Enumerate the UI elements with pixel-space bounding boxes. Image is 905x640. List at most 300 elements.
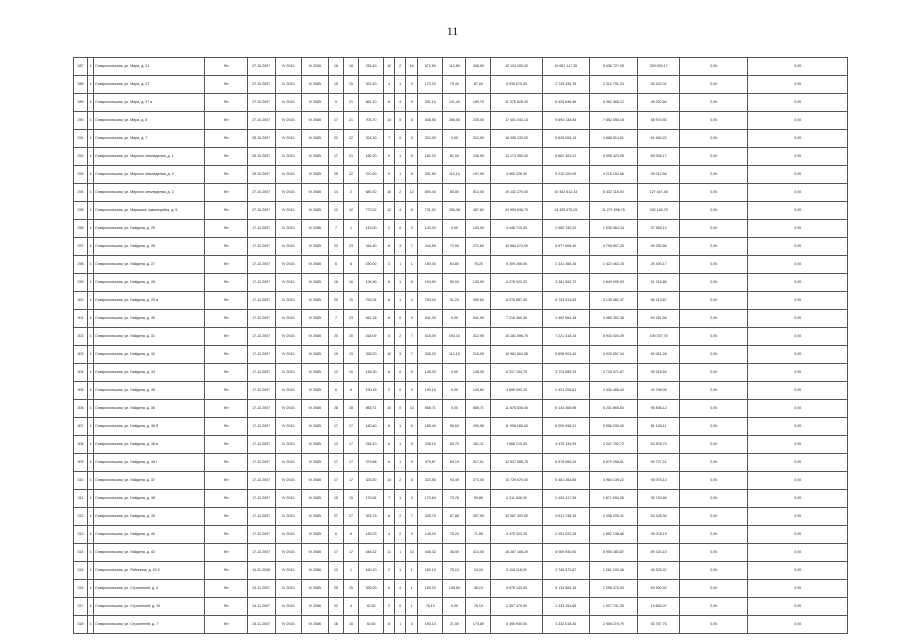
cell-area-c: 174,80 xyxy=(466,616,491,634)
cell-date-a: 27.10.2007 xyxy=(247,58,275,76)
cell-units-total: 3 xyxy=(384,256,395,274)
cell-count-a: 27 xyxy=(328,508,343,526)
cell-units-a: 1 xyxy=(395,148,406,166)
cell-ownership-form: Фл xyxy=(205,256,247,274)
cell-amount-total: 13 173 350,00 xyxy=(491,148,542,166)
cell-units-a: 1 xyxy=(395,292,406,310)
cell-area-total: 783,40 xyxy=(359,58,384,76)
cell-amount-a: 3 723 680,23 xyxy=(542,364,589,382)
cell-area-total: 145,03 xyxy=(359,526,384,544)
cell-area-total: 793,04 xyxy=(359,292,384,310)
cell-area-a: 150,00 xyxy=(418,256,443,274)
cell-count-b: 42 xyxy=(343,202,358,220)
cell-district-code: 1 xyxy=(88,490,94,508)
cell-row-number: 291 xyxy=(74,130,88,148)
cell-value-b: 0,00 xyxy=(748,184,848,202)
cell-address: Ставропольская, ул. Найдена, д. 30 xyxy=(94,310,205,328)
cell-value-a: 0,00 xyxy=(680,220,748,238)
cell-ownership-form: Фл xyxy=(205,580,247,598)
cell-units-b: 6 xyxy=(406,166,418,184)
cell-amount-c: 63 876,70 xyxy=(638,436,680,454)
cell-units-b: 2 xyxy=(406,220,418,238)
cell-value-b: 0,00 xyxy=(748,526,848,544)
cell-value-b: 0,00 xyxy=(748,220,848,238)
cell-period-end: IV 2085 xyxy=(301,382,328,400)
cell-area-b: 81,00 xyxy=(443,148,466,166)
cell-amount-a: 2 341 465,18 xyxy=(542,256,589,274)
cell-amount-a: 4 475 134,99 xyxy=(542,436,589,454)
cell-ownership-form: Фл xyxy=(205,364,247,382)
cell-amount-total: 10 729 670,00 xyxy=(491,472,542,490)
cell-amount-total: 10 124 000,00 xyxy=(491,58,542,76)
cell-amount-total: 19 142 270,00 xyxy=(491,184,542,202)
cell-ownership-form: Фл xyxy=(205,490,247,508)
cell-count-a: 17 xyxy=(328,148,343,166)
cell-amount-b: 5 943 430,39 xyxy=(589,328,637,346)
cell-units-a: 3 xyxy=(395,238,406,256)
cell-address: Ставропольская, ул. Найдена, д. 34 xyxy=(94,364,205,382)
cell-amount-b: 4 795 807,25 xyxy=(589,238,637,256)
cell-period-end: IV 2085 xyxy=(301,580,328,598)
cell-count-b: 15 xyxy=(343,76,358,94)
table-row xyxy=(74,256,848,274)
cell-row-number: 308 xyxy=(74,436,88,454)
cell-area-c: 317,01 xyxy=(466,454,491,472)
cell-period-start: IV 2015 xyxy=(275,292,301,310)
cell-units-total: 8 xyxy=(384,238,395,256)
cell-row-number: 294 xyxy=(74,184,88,202)
cell-address: Ставропольская, ул. Найдена, д. 36 в xyxy=(94,436,205,454)
cell-value-a: 0,00 xyxy=(680,76,748,94)
cell-count-b: 17 xyxy=(343,436,358,454)
cell-address: Ставропольская, ул. Найдена, д. 27 xyxy=(94,256,205,274)
cell-district-code: 1 xyxy=(88,220,94,238)
cell-area-total: 680,30 xyxy=(359,184,384,202)
cell-amount-a: 6 425 646,96 xyxy=(542,94,589,112)
cell-area-c: 273,00 xyxy=(466,472,491,490)
cell-period-start: IV 2015 xyxy=(275,436,301,454)
cell-area-total: 248,10 xyxy=(359,436,384,454)
cell-row-number: 288 xyxy=(74,76,88,94)
cell-count-b: 17 xyxy=(343,454,358,472)
cell-period-start: IV 2015 xyxy=(275,220,301,238)
cell-address: Ставропольская, ул. Мира, д. 7 xyxy=(94,130,205,148)
cell-amount-a: 9 694 138,84 xyxy=(542,112,589,130)
cell-area-a: 193,10 xyxy=(418,616,443,634)
cell-row-number: 298 xyxy=(74,256,88,274)
cell-date-a: 17.12.2007 xyxy=(247,346,275,364)
cell-count-a: 19 xyxy=(328,346,343,364)
cell-count-b: 27 xyxy=(343,508,358,526)
cell-date-a: 17.12.2007 xyxy=(247,454,275,472)
cell-amount-b: 4 960 139,22 xyxy=(589,472,637,490)
cell-date-a: 17.12.2007 xyxy=(247,508,275,526)
cell-value-b: 0,00 xyxy=(748,202,848,220)
cell-district-code: 1 xyxy=(88,292,94,310)
cell-units-a: 5 xyxy=(395,112,406,130)
cell-value-a: 0,00 xyxy=(680,130,748,148)
cell-row-number: 307 xyxy=(74,418,88,436)
cell-period-start: IV 2015 xyxy=(275,454,301,472)
cell-amount-c: 127 447,48 xyxy=(638,184,680,202)
cell-area-total: 322,40 xyxy=(359,76,384,94)
cell-amount-a: 8 069 540,00 xyxy=(542,544,589,562)
cell-value-b: 0,00 xyxy=(748,166,848,184)
cell-district-code: 1 xyxy=(88,130,94,148)
cell-date-a: 17.12.2007 xyxy=(247,364,275,382)
cell-area-c: 46,10 xyxy=(466,580,491,598)
cell-district-code: 1 xyxy=(88,328,94,346)
cell-area-a: 150,20 xyxy=(418,580,443,598)
cell-value-a: 0,00 xyxy=(680,544,748,562)
cell-value-b: 0,00 xyxy=(748,346,848,364)
cell-count-a: 7 xyxy=(328,310,343,328)
cell-area-b: 91,20 xyxy=(443,292,466,310)
cell-row-number: 306 xyxy=(74,400,88,418)
cell-address: Ставропольская, ул. Рябинина, д. 15 б xyxy=(94,562,205,580)
cell-amount-total: 8 278 857,30 xyxy=(491,292,542,310)
cell-units-a: 0 xyxy=(395,400,406,418)
cell-count-a: 12 xyxy=(328,202,343,220)
cell-amount-c: 66 413,87 xyxy=(638,292,680,310)
cell-amount-total: 4 690 092,25 xyxy=(491,382,542,400)
cell-units-b: 5 xyxy=(406,436,418,454)
cell-units-total: 5 xyxy=(384,328,395,346)
cell-district-code: 1 xyxy=(88,544,94,562)
cell-amount-total: 5 935 670,00 xyxy=(491,76,542,94)
cell-count-b: 6 xyxy=(343,526,358,544)
cell-ownership-form: Фл xyxy=(205,616,247,634)
cell-area-c: 181,11 xyxy=(466,436,491,454)
data-table xyxy=(73,57,848,634)
cell-area-c: 218,05 xyxy=(466,346,491,364)
cell-address: Ставропольская, ул. Мира, д. 5 xyxy=(94,112,205,130)
cell-area-a: 143,00 xyxy=(418,220,443,238)
cell-area-total: 581,10 xyxy=(359,94,384,112)
cell-period-start: IV 2015 xyxy=(275,616,301,634)
cell-area-total: 42,60 xyxy=(359,616,384,634)
cell-address: Ставропольская, ул. Маршала, кавалерийск, д. 5 xyxy=(94,202,205,220)
cell-units-a: 1 xyxy=(395,436,406,454)
cell-amount-a: 3 332 018,45 xyxy=(542,616,589,634)
cell-value-a: 0,00 xyxy=(680,202,748,220)
cell-period-end: IV 2085 xyxy=(301,166,328,184)
cell-period-start: IV 2015 xyxy=(275,472,301,490)
cell-amount-b: 5 436 727,05 xyxy=(589,58,637,76)
cell-units-b: 6 xyxy=(406,418,418,436)
cell-units-a: 1 xyxy=(395,274,406,292)
cell-amount-c: 25 400,17 xyxy=(638,256,680,274)
cell-value-a: 0,00 xyxy=(680,94,748,112)
cell-district-code: 1 xyxy=(88,382,94,400)
cell-units-total: 8 xyxy=(384,292,395,310)
cell-area-b: 0,00 xyxy=(443,130,466,148)
cell-area-total: 325,79 xyxy=(359,508,384,526)
cell-row-number: 297 xyxy=(74,238,88,256)
cell-units-total: 14 xyxy=(384,112,395,130)
cell-address: Ставропольская, ул. Найдена, д. 36 г xyxy=(94,454,205,472)
cell-value-b: 0,00 xyxy=(748,256,848,274)
cell-count-b: 10 xyxy=(343,364,358,382)
cell-amount-c: 83 006,17 xyxy=(638,148,680,166)
cell-amount-c: 100 037,75 xyxy=(638,328,680,346)
cell-value-a: 0,00 xyxy=(680,436,748,454)
cell-value-a: 0,00 xyxy=(680,490,748,508)
cell-count-a: 17 xyxy=(328,454,343,472)
cell-period-end: IV 2085 xyxy=(301,76,328,94)
cell-value-b: 0,00 xyxy=(748,616,848,634)
table-row xyxy=(74,166,848,184)
cell-period-end: IV 2086 xyxy=(301,562,328,580)
cell-period-start: IV 2015 xyxy=(275,526,301,544)
cell-period-start: IV 2015 xyxy=(275,382,301,400)
cell-amount-b: 1 887 138,86 xyxy=(589,526,637,544)
cell-period-start: IV 2015 xyxy=(275,148,301,166)
cell-district-code: 1 xyxy=(88,256,94,274)
cell-area-total: 446,32 xyxy=(359,544,384,562)
cell-period-start: IV 2015 xyxy=(275,238,301,256)
cell-area-total: 42,50 xyxy=(359,598,384,616)
cell-amount-total: 9 960 226,40 xyxy=(491,166,542,184)
cell-amount-c: 26 325,37 xyxy=(638,562,680,580)
cell-area-c: 24,00 xyxy=(466,562,491,580)
cell-date-a: 24.11.2007 xyxy=(247,616,275,634)
cell-row-number: 296 xyxy=(74,220,88,238)
table-row xyxy=(74,220,848,238)
cell-units-a: 0 xyxy=(395,598,406,616)
cell-ownership-form: Фл xyxy=(205,310,247,328)
cell-count-a: 16 xyxy=(328,616,343,634)
cell-row-number: 316 xyxy=(74,580,88,598)
cell-amount-b: 2 743 471,67 xyxy=(589,364,637,382)
cell-count-a: 17 xyxy=(328,418,343,436)
cell-value-a: 0,00 xyxy=(680,274,748,292)
cell-amount-c: 339 639,17 xyxy=(638,58,680,76)
cell-units-b: 7 xyxy=(406,238,418,256)
cell-area-a: 793,04 xyxy=(418,292,443,310)
cell-count-a: 15 xyxy=(328,490,343,508)
cell-amount-c: 95 806,12 xyxy=(638,400,680,418)
cell-address: Ставропольская, ул. Найдена, д. 42 xyxy=(94,544,205,562)
cell-amount-b: 2 312 791,23 xyxy=(589,76,637,94)
cell-period-end: IV 2085 xyxy=(301,94,328,112)
cell-units-a: 1 xyxy=(395,166,406,184)
cell-ownership-form: Фл xyxy=(205,112,247,130)
cell-amount-total: 24 990 636,70 xyxy=(491,202,542,220)
cell-value-b: 0,00 xyxy=(748,454,848,472)
cell-value-b: 0,00 xyxy=(748,418,848,436)
cell-area-total: 194,90 xyxy=(359,274,384,292)
cell-district-code: 1 xyxy=(88,472,94,490)
cell-area-c: 399,84 xyxy=(466,292,491,310)
cell-area-total: 180,40 xyxy=(359,418,384,436)
table-row xyxy=(74,598,848,616)
cell-amount-c: 19 654,07 xyxy=(638,598,680,616)
cell-amount-a: 3 492 564,48 xyxy=(542,310,589,328)
cell-value-a: 0,00 xyxy=(680,454,748,472)
cell-address: Ставропольская, ул. Найдена, д. 29 а xyxy=(94,292,205,310)
cell-units-b: 5 xyxy=(406,454,418,472)
cell-area-c: 197,00 xyxy=(466,166,491,184)
cell-period-start: IV 2015 xyxy=(275,184,301,202)
cell-units-total: 14 xyxy=(384,472,395,490)
cell-amount-total: 5 118 118,00 xyxy=(491,562,542,580)
cell-date-a: 17.12.2007 xyxy=(247,310,275,328)
cell-count-b: 21 xyxy=(343,148,358,166)
cell-amount-a: 2 480 740,20 xyxy=(542,220,589,238)
cell-area-a: 446,32 xyxy=(418,544,443,562)
cell-area-b: 59,70 xyxy=(443,436,466,454)
cell-district-code: 1 xyxy=(88,436,94,454)
cell-value-b: 0,00 xyxy=(748,292,848,310)
cell-address: Ставропольская, ул. Найдена, д. 36 xyxy=(94,400,205,418)
cell-area-total: 324,30 xyxy=(359,130,384,148)
cell-amount-a: 5 626 006,13 xyxy=(542,130,589,148)
cell-units-total: 4 xyxy=(384,526,395,544)
cell-area-c: 413,00 xyxy=(466,544,491,562)
cell-amount-total: 5 309 256,00 xyxy=(491,256,542,274)
cell-period-end: IV 2085 xyxy=(301,202,328,220)
cell-value-b: 0,00 xyxy=(748,310,848,328)
cell-period-end: IV 2086 xyxy=(301,598,328,616)
cell-units-total: 8 xyxy=(384,274,395,292)
cell-units-a: 1 xyxy=(395,544,406,562)
cell-units-b: 10 xyxy=(406,400,418,418)
cell-amount-a: 6 662 403,21 xyxy=(542,148,589,166)
cell-address: Ставропольская, ул. Найдена, д. 36 б xyxy=(94,418,205,436)
cell-units-b: 5 xyxy=(406,130,418,148)
cell-amount-b: 7 296 470,00 xyxy=(589,580,637,598)
cell-row-number: 312 xyxy=(74,508,88,526)
cell-amount-total: 6 495 940,00 xyxy=(491,616,542,634)
cell-value-b: 0,00 xyxy=(748,436,848,454)
cell-value-b: 0,00 xyxy=(748,490,848,508)
cell-row-number: 317 xyxy=(74,598,88,616)
cell-period-end: IV 2085 xyxy=(301,238,328,256)
cell-amount-b: 4 929 857,04 xyxy=(589,346,637,364)
cell-count-a: 5 xyxy=(328,94,343,112)
cell-amount-b: 11 271 698,75 xyxy=(589,202,637,220)
cell-date-a: 25.10.2007 xyxy=(247,130,275,148)
cell-amount-b: 5 231 665,60 xyxy=(589,400,637,418)
cell-row-number: 292 xyxy=(74,148,88,166)
cell-row-number: 293 xyxy=(74,166,88,184)
cell-units-b: 10 xyxy=(406,544,418,562)
cell-count-b: 23 xyxy=(343,310,358,328)
cell-units-b: 3 xyxy=(406,76,418,94)
cell-area-a: 160,10 xyxy=(418,562,443,580)
cell-units-b: 3 xyxy=(406,310,418,328)
cell-count-a: 6 xyxy=(328,256,343,274)
cell-units-total: 9 xyxy=(384,166,395,184)
cell-count-b: 28 xyxy=(343,400,358,418)
cell-units-b: 8 xyxy=(406,112,418,130)
cell-date-a: 17.12.2007 xyxy=(247,382,275,400)
cell-amount-c: 35 078,19 xyxy=(638,526,680,544)
cell-address: Ставропольская, ул. Найдена, д. 39 xyxy=(94,508,205,526)
cell-value-b: 0,00 xyxy=(748,58,848,76)
cell-count-a: 17 xyxy=(328,112,343,130)
cell-amount-total: 4 311 846,00 xyxy=(491,490,542,508)
cell-period-start: IV 2015 xyxy=(275,364,301,382)
table-row xyxy=(74,202,848,220)
cell-count-b: 20 xyxy=(343,292,358,310)
cell-amount-c: 63 900,92 xyxy=(638,580,680,598)
cell-period-end: IV 2085 xyxy=(301,544,328,562)
cell-count-a: 23 xyxy=(328,238,343,256)
cell-period-end: IV 2085 xyxy=(301,400,328,418)
cell-amount-c: 35 743,56 xyxy=(638,490,680,508)
cell-count-b: 1 xyxy=(343,220,358,238)
cell-date-a: 17.12.2007 xyxy=(247,490,275,508)
cell-date-a: 17.12.2007 xyxy=(247,418,275,436)
cell-count-a: 14 xyxy=(328,184,343,202)
cell-value-a: 0,00 xyxy=(680,148,748,166)
cell-units-a: 1 xyxy=(395,562,406,580)
table-row xyxy=(74,148,848,166)
cell-units-a: 1 xyxy=(395,256,406,274)
cell-amount-b: 4 398 295,41 xyxy=(589,508,637,526)
cell-date-a: 24.11.2007 xyxy=(247,580,275,598)
cell-amount-a: 5 611 748,15 xyxy=(542,508,589,526)
cell-area-total: 418,09 xyxy=(359,328,384,346)
cell-period-end: IV 2085 xyxy=(301,418,328,436)
cell-units-a: 2 xyxy=(395,58,406,76)
cell-value-a: 0,00 xyxy=(680,346,748,364)
cell-units-a: 0 xyxy=(395,310,406,328)
cell-amount-c: 39 316,54 xyxy=(638,364,680,382)
cell-district-code: 1 xyxy=(88,526,94,544)
cell-area-total: 328,20 xyxy=(359,346,384,364)
cell-units-total: 16 xyxy=(384,184,395,202)
cell-period-start: IV 2015 xyxy=(275,544,301,562)
table-row xyxy=(74,580,848,598)
cell-address: Ставропольская, ул. Мира, д. 27 xyxy=(94,76,205,94)
cell-area-b: 67,86 xyxy=(443,508,466,526)
table-row xyxy=(74,274,848,292)
cell-amount-a: 6 000 998,21 xyxy=(542,418,589,436)
cell-period-end: IV 2085 xyxy=(301,364,328,382)
cell-address: Ставропольская, ул. Найдена, д. 40 xyxy=(94,526,205,544)
cell-count-a: 17 xyxy=(328,544,343,562)
cell-amount-a: 2 746 573,87 xyxy=(542,562,589,580)
cell-units-total: 12 xyxy=(384,202,395,220)
cell-area-c: 71,85 xyxy=(466,526,491,544)
cell-ownership-form: Фл xyxy=(205,544,247,562)
cell-value-a: 0,00 xyxy=(680,400,748,418)
cell-area-a: 672,60 xyxy=(418,58,443,76)
cell-area-c: 209,96 xyxy=(466,418,491,436)
cell-amount-c: 39 012,56 xyxy=(638,166,680,184)
cell-area-b: 75,40 xyxy=(443,76,466,94)
cell-value-a: 0,00 xyxy=(680,418,748,436)
cell-units-total: 11 xyxy=(384,544,395,562)
cell-district-code: 1 xyxy=(88,238,94,256)
cell-district-code: 1 xyxy=(88,184,94,202)
cell-amount-c: 90 727,41 xyxy=(638,454,680,472)
cell-area-total: 143,00 xyxy=(359,220,384,238)
cell-amount-c: 35 422,01 xyxy=(638,76,680,94)
cell-value-b: 0,00 xyxy=(748,238,848,256)
cell-date-a: 27.10.2007 xyxy=(247,184,275,202)
cell-amount-total: 6 317 194,70 xyxy=(491,364,542,382)
cell-units-a: 2 xyxy=(395,508,406,526)
cell-area-total: 170,64 xyxy=(359,490,384,508)
cell-count-a: 13 xyxy=(328,562,343,580)
cell-ownership-form: Фл xyxy=(205,58,247,76)
cell-amount-c: 51 690,22 xyxy=(638,130,680,148)
cell-count-b: 4 xyxy=(343,598,358,616)
